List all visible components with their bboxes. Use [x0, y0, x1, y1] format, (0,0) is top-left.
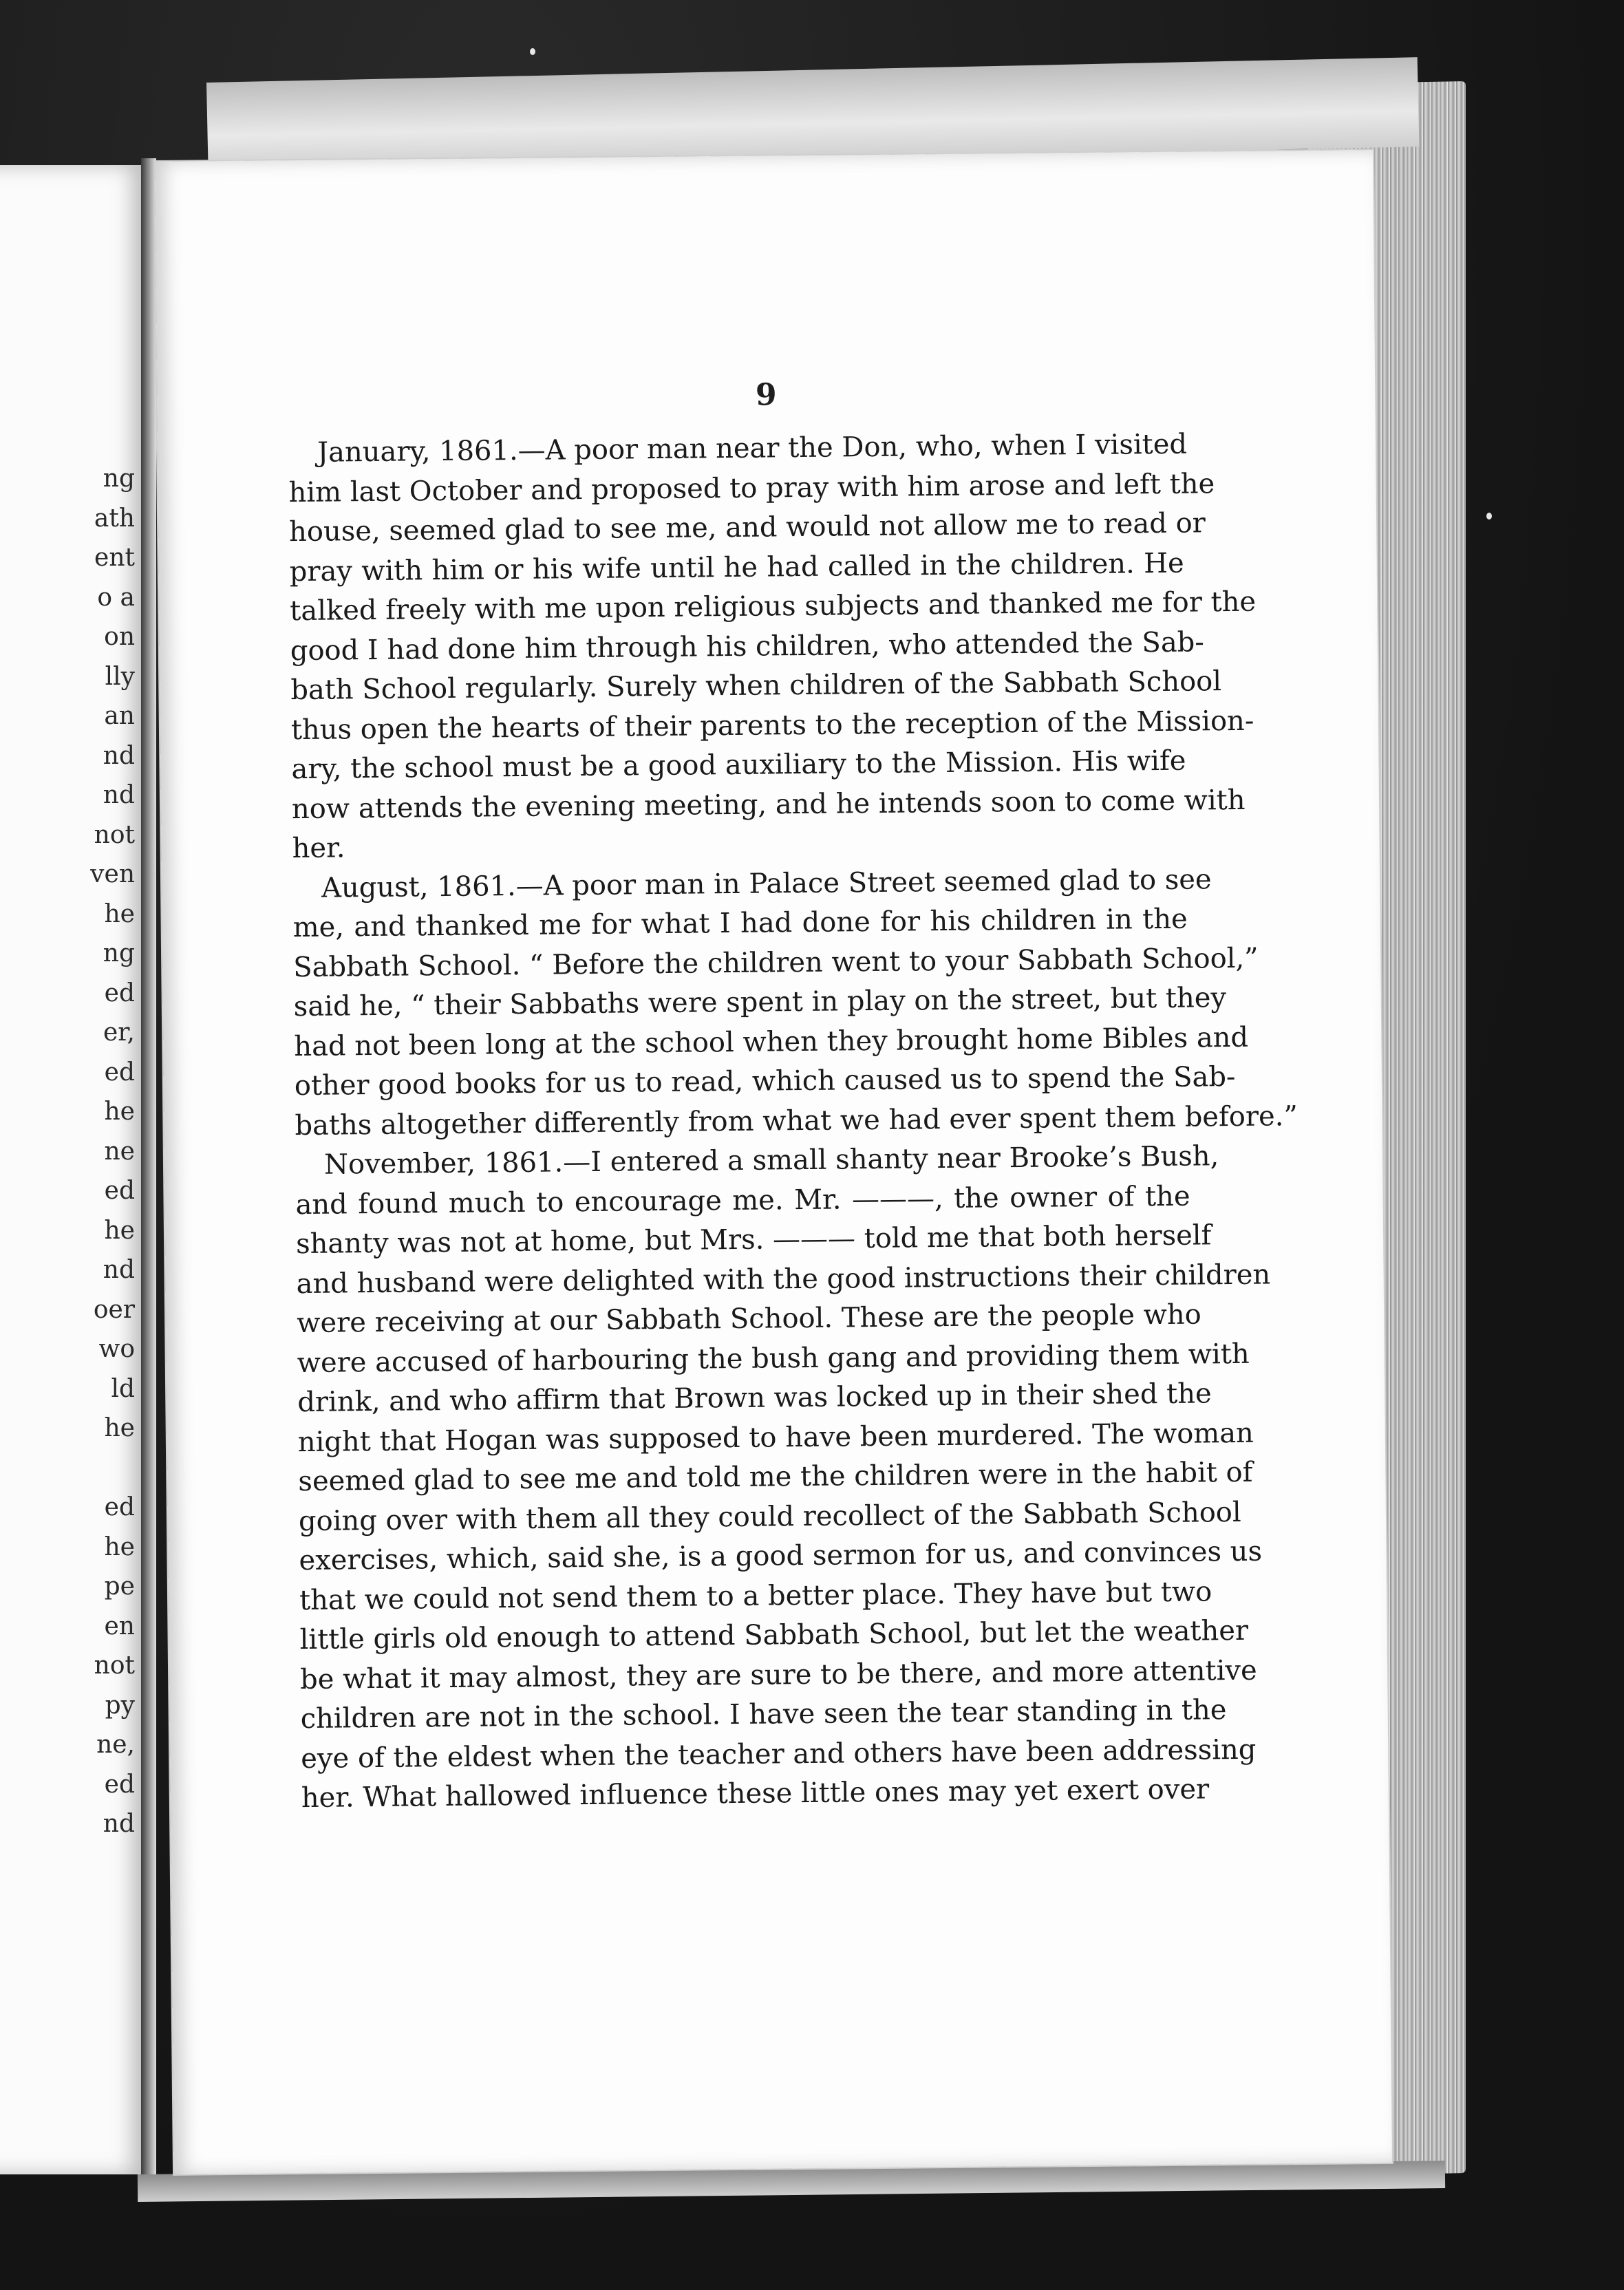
text-line: bath School regularly. Surely when children of the Sabbath School [290, 665, 1222, 707]
left-page-text-fragment: lly [105, 662, 135, 691]
left-page-text-fragment: ne, [96, 1731, 135, 1759]
left-page-text-fragment: ld [111, 1374, 135, 1403]
left-page-text-fragment: ng [103, 464, 135, 493]
text-line: August, 1861.—A poor man in Palace Street seemed glad to see [321, 863, 1212, 904]
left-page-text-fragment: an [104, 702, 135, 730]
left-page-text-fragment: he [104, 1098, 135, 1126]
text-line: drink, and who affirm that Brown was locked up in their shed the [297, 1378, 1212, 1419]
left-page-text-fragment: he [104, 899, 135, 928]
text-line: be what it may almost, they are sure to be there, and more attentive [299, 1654, 1257, 1695]
text-line: house, seemed glad to see me, and would not allow me to read or [288, 507, 1206, 548]
left-page-text-fragment: nd [103, 1256, 135, 1284]
text-line: and husband were delighted with the good instructions their children [296, 1259, 1271, 1300]
text-line: were receiving at our Sabbath School. These are the people who [296, 1298, 1201, 1340]
left-page-text-fragment: ed [104, 1493, 135, 1521]
text-line: her. What hallowed influence these little ones may yet exert over [301, 1773, 1210, 1815]
text-line: other good books for us to read, which caused us to spend the Sab- [294, 1060, 1236, 1102]
text-line: exercises, which, said she, is a good sermon for us, and convinces us [299, 1535, 1263, 1577]
text-line: seemed glad to see me and told me the children were in the habit of [298, 1456, 1253, 1498]
left-page-text-fragment: he [104, 1532, 135, 1561]
text-line: her. [292, 832, 345, 865]
text-line: him last October and proposed to pray with him arose and left the [288, 467, 1215, 509]
left-page-text-fragment: nd [103, 741, 135, 770]
text-line: had not been long at the school when they brought home Bibles and [294, 1021, 1249, 1062]
left-page-text-fragment: on [104, 623, 135, 651]
left-page-text-fragment: he [104, 1414, 135, 1442]
text-line: January, 1861.—A poor man near the Don, who, when I visited [317, 428, 1188, 469]
left-page-text-fragment: he [104, 1216, 135, 1245]
left-page-text-fragment: ven [90, 860, 135, 888]
left-page-text-fragment: ng [103, 939, 135, 967]
text-line: Sabbath School. “ Before the children went to your Sabbath School,” [293, 942, 1259, 983]
left-page-text-fragment: nd [103, 781, 135, 809]
left-page-fragment [0, 165, 147, 2174]
text-line: night that Hogan was supposed to have been murdered. The woman [297, 1417, 1254, 1458]
left-page-text-fragment: er, [103, 1018, 135, 1047]
left-page-text-fragment: ed [104, 1177, 135, 1205]
text-line: me, and thanked me for what I had done for his children in the [292, 903, 1188, 944]
left-page-text-fragment: o a [97, 583, 135, 612]
left-page-text-fragment: py [105, 1691, 135, 1720]
text-line: now attends the evening meeting, and he intends soon to come with [291, 784, 1246, 825]
text-line: baths altogether differently from what we had ever spent them before.” [295, 1100, 1299, 1142]
left-page-text-fragment: ne [104, 1137, 135, 1166]
text-line: children are not in the school. I have seen the tear standing in the [300, 1694, 1227, 1735]
left-page-text-fragment: ed [104, 978, 135, 1007]
text-line: and found much to encourage me. Mr. ———, the owner of the [295, 1180, 1190, 1221]
text-line: eye of the eldest when the teacher and others have been addressing [301, 1733, 1257, 1775]
text-line: shanty was not at home, but Mrs. ——— told me that both herself [295, 1219, 1212, 1261]
left-page-text-fragment: en [104, 1612, 135, 1640]
left-page-text-fragment: ed [104, 1058, 135, 1087]
left-page-text-fragment: not [94, 1651, 135, 1680]
dust-speck [1486, 513, 1492, 520]
text-line: little girls old enough to attend Sabbath School, but let the weather [299, 1614, 1249, 1656]
left-page-text-fragment: ath [94, 504, 135, 533]
left-page-text-fragment: not [94, 820, 135, 849]
right-page [155, 150, 1392, 2174]
text-line: thus open the hearts of their parents to the reception of the Mission- [290, 705, 1254, 746]
page-number: 9 [755, 377, 777, 413]
text-line: going over with them all they could recollect of the Sabbath School [298, 1496, 1241, 1537]
left-page-text-fragment: nd [103, 1810, 135, 1838]
text-line: good I had done him through his children, who attended the Sab- [290, 625, 1205, 667]
text-line: ary, the school must be a good auxiliary to the Mission. His wife [291, 745, 1186, 786]
left-page-text-fragment: pe [104, 1572, 135, 1601]
text-line: that we could not send them to a better place. They have but two [299, 1575, 1212, 1616]
dust-speck [530, 48, 535, 55]
text-line: talked freely with me upon religious subjects and thanked me for the [290, 586, 1257, 628]
text-line: pray with him or his wife until he had called in the children. He [289, 547, 1184, 588]
left-page-text-fragment: oer [93, 1295, 135, 1324]
text-line: said he, “ their Sabbaths were spent in play on the street, but they [293, 982, 1227, 1023]
text-line: November, 1861.—I entered a small shanty near Brooke’s Bush, [323, 1140, 1219, 1181]
book-gutter [141, 158, 156, 2174]
left-page-text-fragment: ed [104, 1770, 135, 1799]
left-page-text-fragment: ent [94, 544, 135, 572]
left-page-text-fragment: wo [98, 1335, 135, 1363]
text-line: were accused of harbouring the bush gang and providing them with [297, 1338, 1250, 1379]
